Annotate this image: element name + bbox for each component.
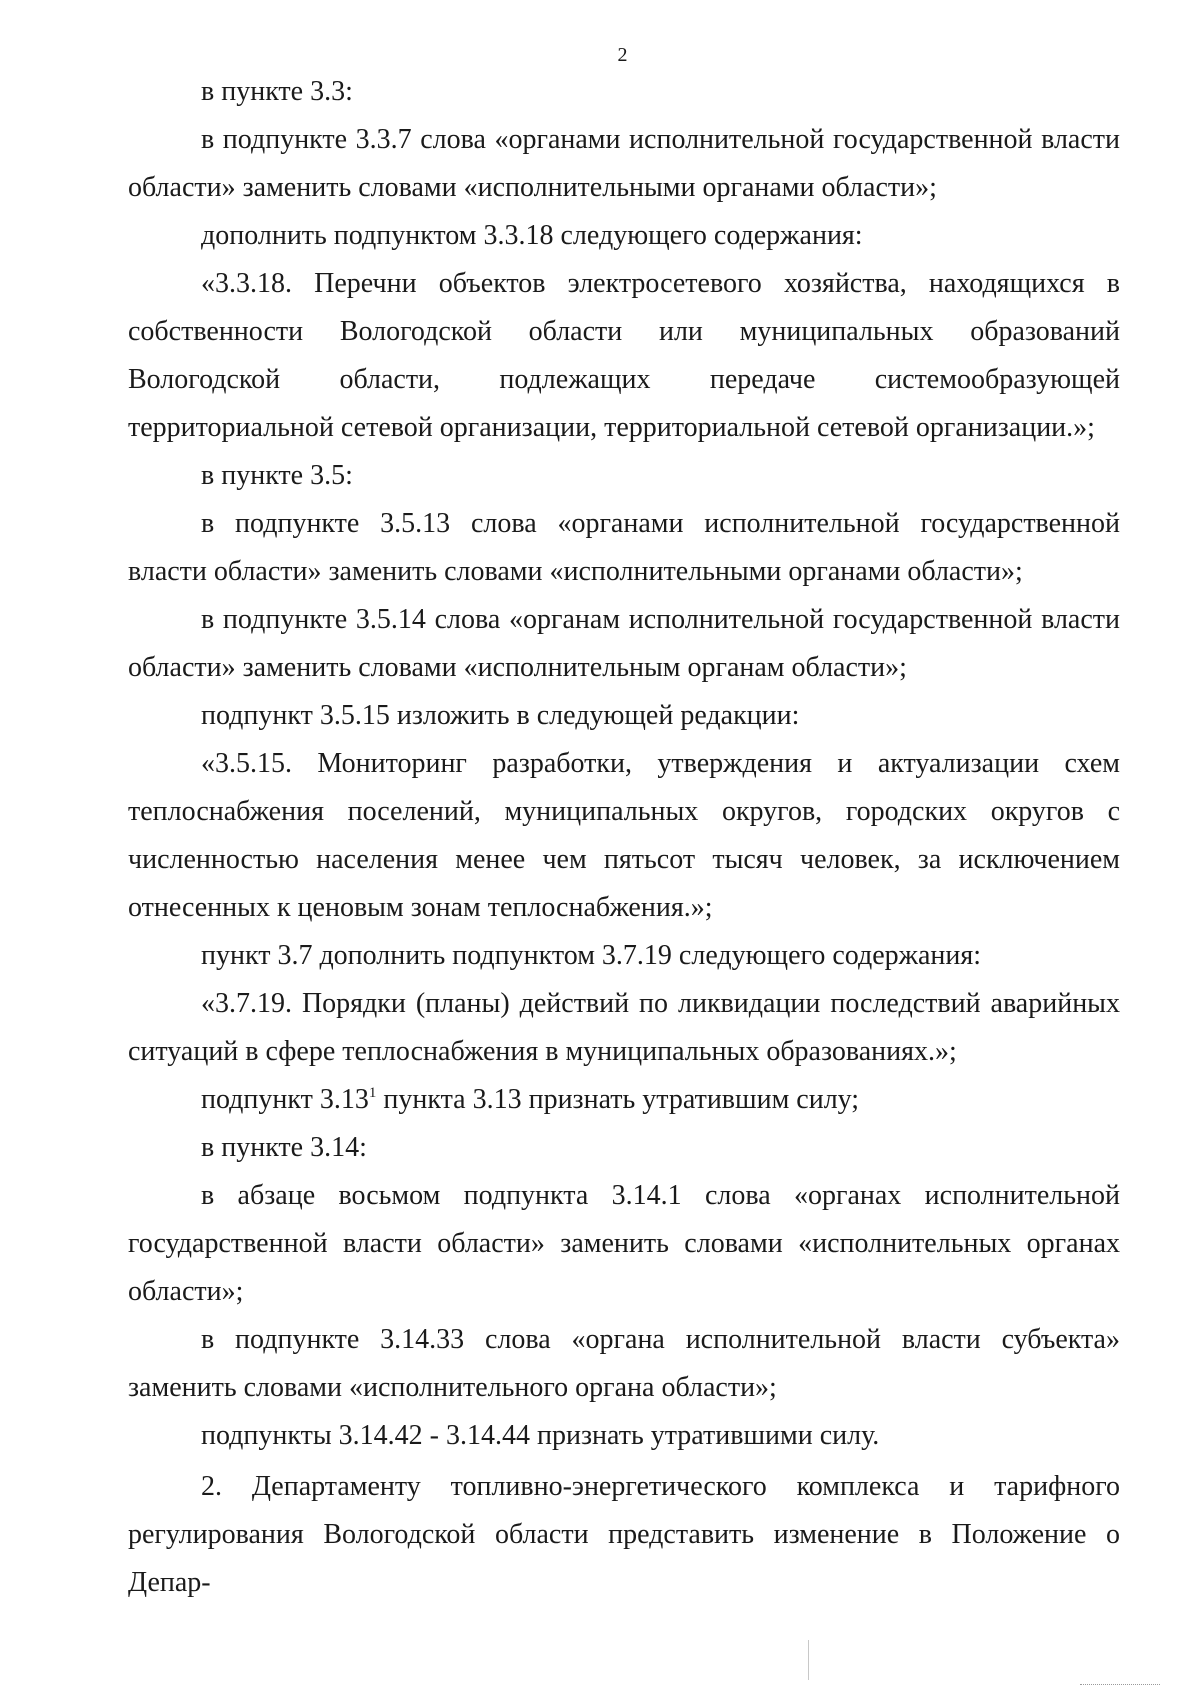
paragraph: в пункте 3.3: xyxy=(201,76,353,107)
paragraph: в подпункте 3.5.14 слова «органам исполнительной государственной власти области» заменить словами «исполнительным органам области»; xyxy=(128,604,1120,683)
paragraph: в подпункте 3.3.7 слова «органами исполнительной государственной власти области» заменить словами «исполнительными органами области»; xyxy=(128,124,1120,203)
scan-margin-line xyxy=(808,1640,809,1680)
paragraph: 2. Департаменту топливно-энергетического комплекса и тарифного регулирования Вологодской области представить изменение в Положение о Депар- xyxy=(128,1471,1120,1598)
paragraph: подпункты 3.14.42 - 3.14.44 признать утратившими силу. xyxy=(201,1420,880,1451)
paragraph-text-after: пункта 3.13 признать утратившим силу; xyxy=(376,1084,860,1115)
paragraph: «3.7.19. Порядки (планы) действий по ликвидации последствий аварийных ситуаций в сфере теплоснабжения в муниципальных образованиях.»; xyxy=(128,988,1120,1067)
paragraph: подпункт 3.5.15 изложить в следующей редакции: xyxy=(201,700,800,731)
superscript-marker: 1 xyxy=(368,1085,377,1101)
paragraph: в пункте 3.5: xyxy=(201,460,353,491)
paragraph: в абзаце восьмом подпункта 3.14.1 слова «органах исполнительной государственной власти области» заменить словами «исполнительных органах области»; xyxy=(128,1180,1120,1307)
paragraph: в пункте 3.14: xyxy=(201,1132,367,1163)
paragraph: «3.3.18. Перечни объектов электросетевого хозяйства, находящихся в собственности Вологодской области или муниципальных образований Вологодской области, подлежащих передаче системообразующей территориальной сетевой организации, территориальной сетевой организации.»; xyxy=(128,268,1120,443)
paragraph: в подпункте 3.5.13 слова «органами исполнительной государственной власти области» заменить словами «исполнительными органами области»; xyxy=(128,508,1120,587)
paragraph-text-before: подпункт 3.13 xyxy=(201,1084,369,1115)
paragraph: в подпункте 3.14.33 слова «органа исполнительной власти субъекта» заменить словами «исполнительного органа области»; xyxy=(128,1324,1120,1403)
paragraph: дополнить подпунктом 3.3.18 следующего содержания: xyxy=(201,220,863,251)
paragraph: «3.5.15. Мониторинг разработки, утверждения и актуализации схем теплоснабжения поселений, муниципальных округов, городских округов с численностью населения менее чем пятьсот тысяч человек, за исключением отнесенных к ценовым зонам теплоснабжения.»; xyxy=(128,748,1120,923)
page-number: 2 xyxy=(617,44,628,66)
scan-corner-mark xyxy=(1080,1684,1160,1691)
paragraph: пункт 3.7 дополнить подпунктом 3.7.19 следующего содержания: xyxy=(201,940,982,971)
document-body xyxy=(128,68,1120,1607)
paragraph-with-superscript xyxy=(128,1076,1120,1124)
